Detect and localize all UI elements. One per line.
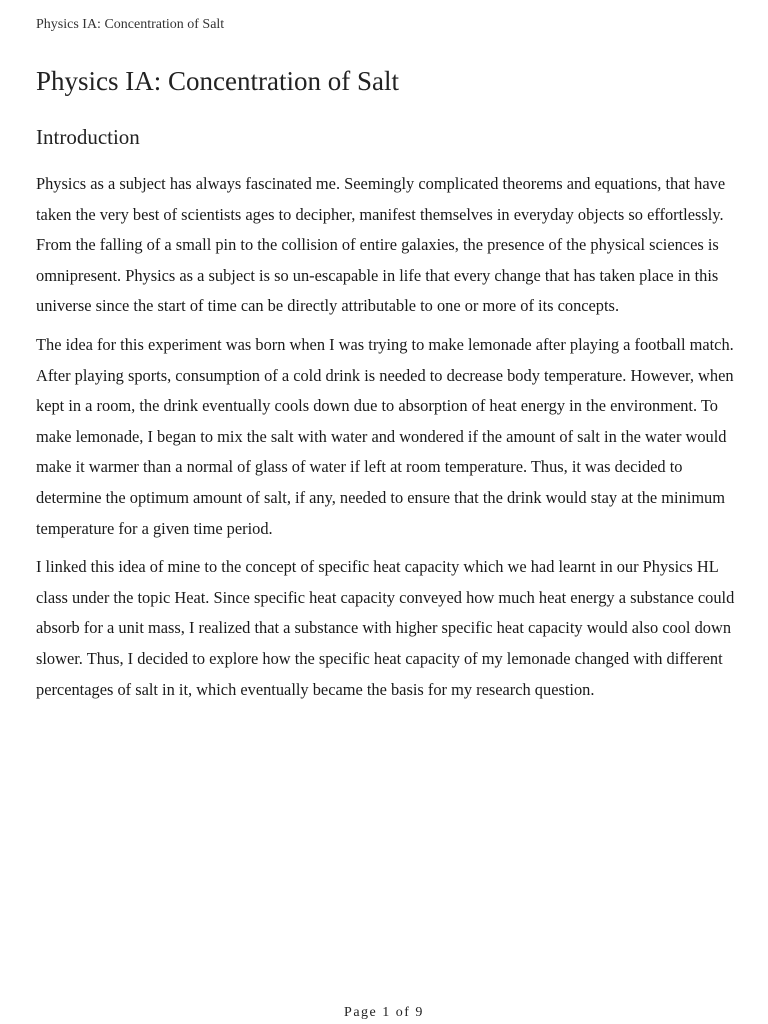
section-heading-introduction: Introduction xyxy=(36,125,140,149)
paragraph: I linked this idea of mine to the concept of specific heat capacity which we had learnt in our Physics HL class under the topic Heat. Since specific heat capacity conveyed how much heat energy a substance could absorb for a unit mass, I realized that a substance with higher specific heat capacity would also cool down slower. Thus, I decided to explore how the specific heat capacity of my lemonade changed with different percentages of salt in it, which eventually became the basis for my research question. xyxy=(36,557,735,699)
paragraph: Physics as a subject has always fascinated me. Seemingly complicated theorems and equations, that have taken the very best of scientists ages to decipher, manifest themselves in everyday objects so effortlessly. From the falling of a small pin to the collision of entire galaxies, the presence of the physical sciences is omnipresent. Physics as a subject is so un-escapable in life that every change that has taken place in this universe since the start of time can be directly attributable to one or more of its concepts. xyxy=(36,174,726,316)
document-body xyxy=(36,169,736,713)
document-title: Physics IA: Concentration of Salt xyxy=(36,66,399,96)
running-header: Physics IA: Concentration of Salt xyxy=(36,17,225,32)
page-number: Page 1 of 9 xyxy=(344,1005,424,1020)
paragraph: The idea for this experiment was born when I was trying to make lemonade after playing a football match. After playing sports, consumption of a cold drink is needed to decrease body temperature. However, when kept in a room, the drink eventually cools down due to absorption of heat energy in the environment. To make lemonade, I began to mix the salt with water and wondered if the amount of salt in the water would make it warmer than a normal of glass of water if left at room temperature. Thus, it was decided to determine the optimum amount of salt, if any, needed to ensure that the drink would stay at the minimum temperature for a given time period. xyxy=(36,334,734,538)
